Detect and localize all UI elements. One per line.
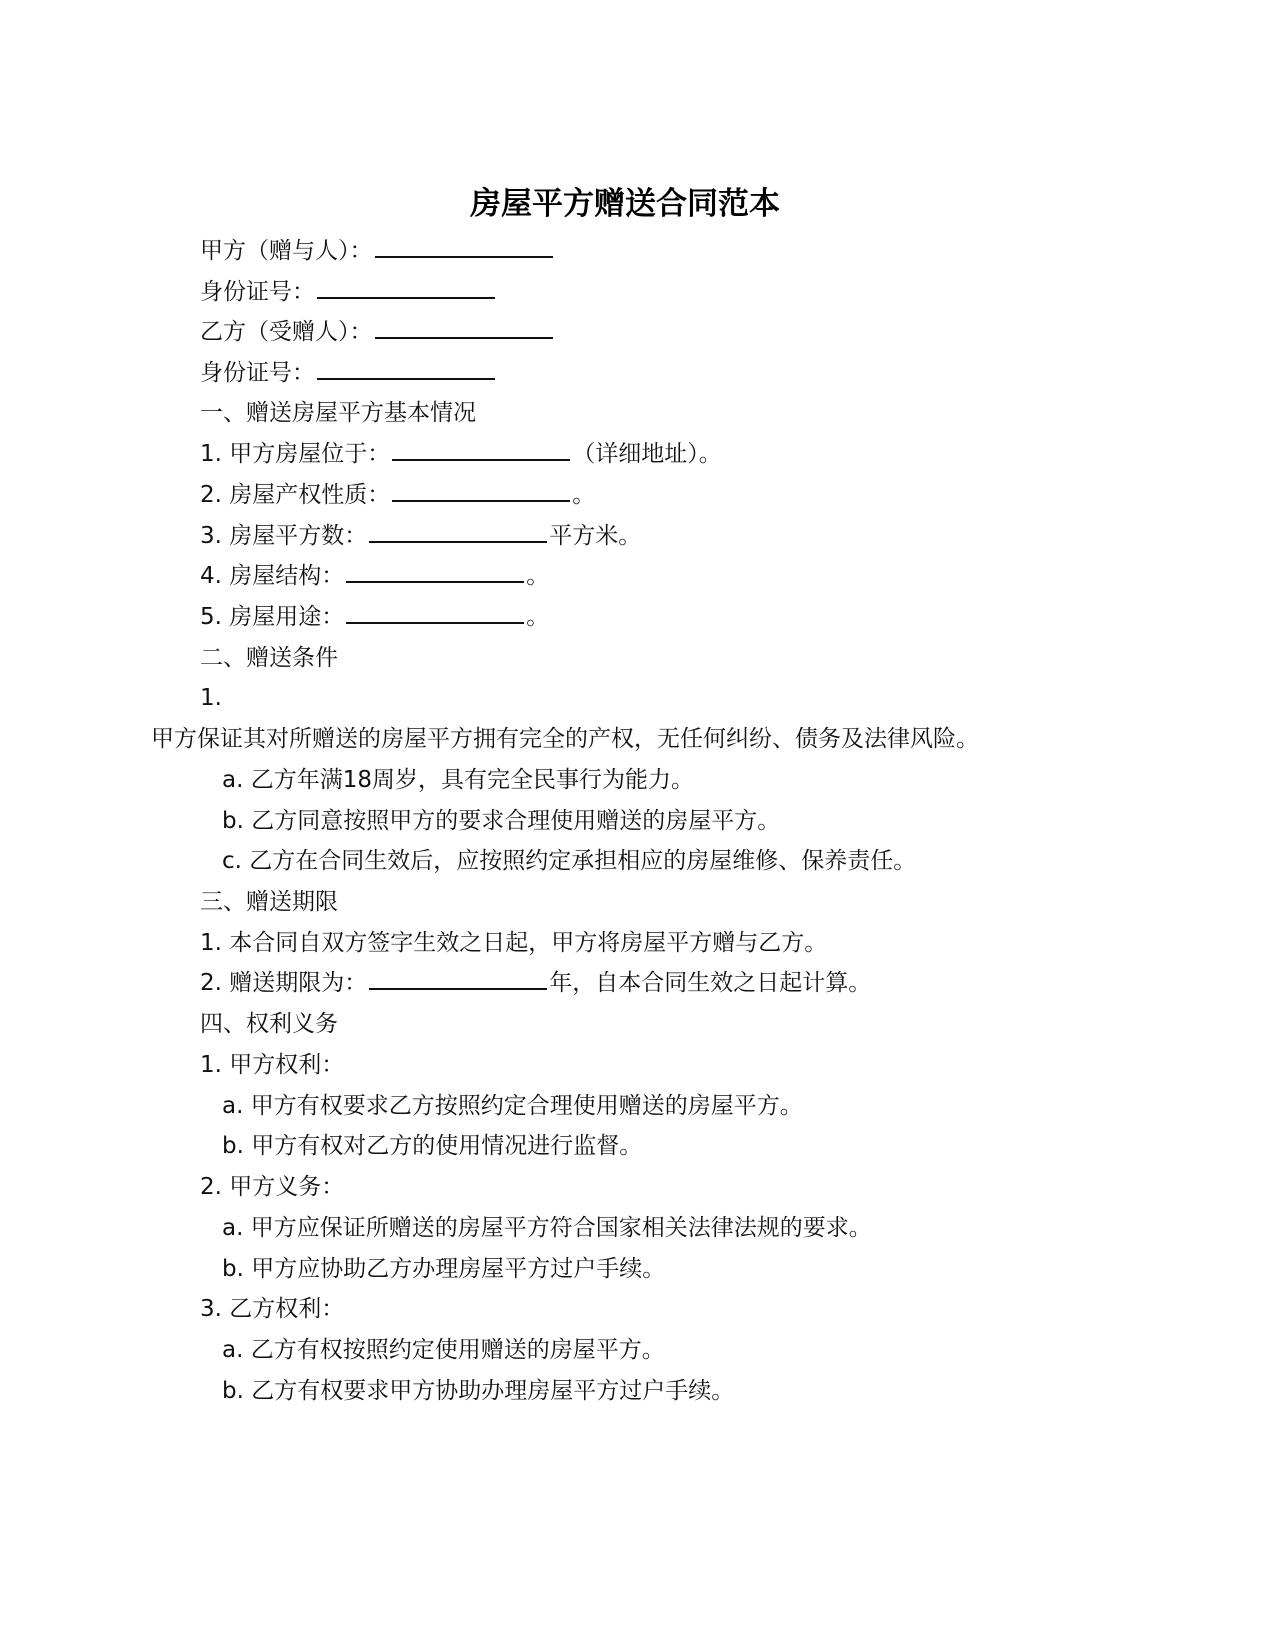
line-text: 2. 甲方义务： [200, 1174, 345, 1200]
line-suffix: 。 [572, 482, 596, 508]
line-suffix: 。 [526, 604, 550, 630]
contract-line [200, 236, 555, 266]
fill-in-blank[interactable] [317, 277, 495, 299]
contract-line [200, 643, 338, 673]
title-text: 房屋平方赠送合同范本 [470, 186, 780, 222]
line-text: 1. 甲方权利： [200, 1052, 345, 1078]
line-text: 甲方（赠与人）： [200, 238, 373, 264]
line-text: 四、权利义务 [200, 1011, 338, 1037]
line-text: 2. 房屋产权性质： [200, 482, 391, 508]
line-text: 身份证号： [200, 360, 315, 386]
fill-in-blank[interactable] [346, 561, 524, 583]
line-text: 一、赠送房屋平方基本情况 [200, 400, 476, 426]
line-text: 4. 房屋结构： [200, 563, 345, 589]
line-suffix: 平方米。 [549, 523, 642, 549]
contract-line [222, 806, 780, 836]
contract-line [200, 398, 476, 428]
line-text: 三、赠送期限 [200, 889, 338, 915]
contract-line [222, 846, 916, 876]
line-text: a. 乙方有权按照约定使用赠送的房屋平方。 [222, 1337, 665, 1363]
contract-line [222, 765, 694, 795]
contract-line [200, 602, 549, 632]
line-text: 3. 乙方权利： [200, 1296, 345, 1322]
fill-in-blank[interactable] [392, 439, 570, 461]
line-text: a. 乙方年满18周岁，具有完全民事行为能力。 [222, 767, 694, 793]
line-text: b. 甲方有权对乙方的使用情况进行监督。 [222, 1133, 643, 1159]
contract-line [200, 928, 827, 958]
contract-line [222, 1131, 642, 1161]
fill-in-blank[interactable] [317, 358, 495, 380]
fill-in-blank[interactable] [346, 602, 524, 624]
contract-line [222, 1254, 665, 1284]
contract-line [222, 1091, 803, 1121]
contract-line [200, 1294, 344, 1324]
fill-in-blank[interactable] [369, 521, 547, 543]
contract-line [200, 521, 641, 551]
contract-line [200, 683, 222, 713]
line-suffix: 年，自本合同生效之日起计算。 [549, 970, 872, 996]
contract-line [200, 277, 497, 307]
contract-line [222, 1335, 665, 1365]
line-text: 乙方（受赠人）： [200, 319, 373, 345]
line-text: 甲方保证其对所赠送的房屋平方拥有完全的产权，无任何纠纷、债务及法律风险。 [151, 726, 979, 752]
fill-in-blank[interactable] [375, 317, 553, 339]
fill-in-blank[interactable] [392, 480, 570, 502]
line-suffix: （详细地址）。 [572, 441, 722, 467]
line-text: 二、赠送条件 [200, 645, 338, 671]
line-text: b. 乙方有权要求甲方协助办理房屋平方过户手续。 [222, 1378, 735, 1404]
line-text: 3. 房屋平方数： [200, 523, 368, 549]
contract-line [200, 887, 338, 917]
line-text: 1. 本合同自双方签字生效之日起，甲方将房屋平方赠与乙方。 [200, 930, 828, 956]
fill-in-blank[interactable] [369, 968, 547, 990]
contract-line [200, 1172, 344, 1202]
line-text: a. 甲方应保证所赠送的房屋平方符合国家相关法律法规的要求。 [222, 1215, 872, 1241]
contract-line [222, 1213, 872, 1243]
contract-line [200, 968, 871, 998]
contract-line [200, 1009, 338, 1039]
line-text: 身份证号： [200, 279, 315, 305]
contract-line [200, 561, 549, 591]
line-text: 1. [200, 685, 222, 711]
contract-line [151, 724, 979, 754]
line-text: 5. 房屋用途： [200, 604, 345, 630]
fill-in-blank[interactable] [375, 236, 553, 258]
contract-line [222, 1376, 734, 1406]
line-suffix: 。 [526, 563, 550, 589]
contract-line [200, 317, 555, 347]
line-text: a. 甲方有权要求乙方按照约定合理使用赠送的房屋平方。 [222, 1093, 803, 1119]
contract-line [200, 358, 497, 388]
line-text: b. 乙方同意按照甲方的要求合理使用赠送的房屋平方。 [222, 808, 781, 834]
contract-line [200, 439, 722, 469]
line-text: c. 乙方在合同生效后，应按照约定承担相应的房屋维修、保养责任。 [222, 848, 917, 874]
contract-line [200, 480, 595, 510]
line-text: b. 甲方应协助乙方办理房屋平方过户手续。 [222, 1256, 666, 1282]
contract-line [200, 1050, 344, 1080]
line-text: 1. 甲方房屋位于： [200, 441, 391, 467]
line-text: 2. 赠送期限为： [200, 970, 368, 996]
